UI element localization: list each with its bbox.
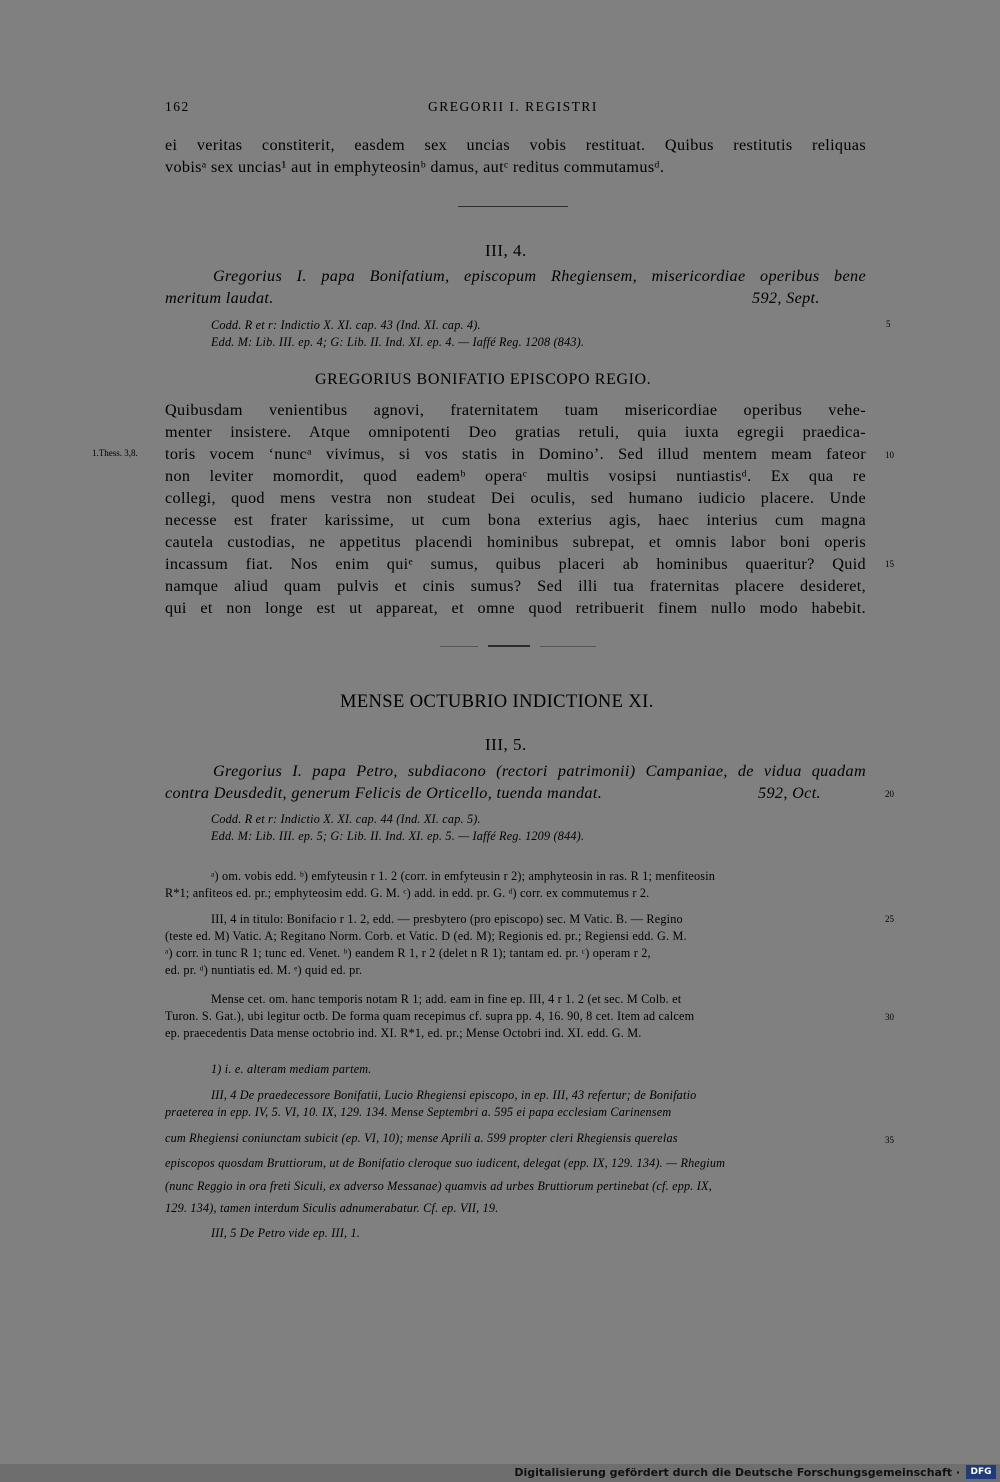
letter-addressee: GREGORIUS BONIFATIO EPISCOPO REGIO.: [315, 371, 652, 388]
ornament-rule: [458, 206, 568, 207]
note-line: cum Rhegiensi coniunctam subicit (ep. VI, 10); mense Aprili a. 599 propter cleri Rhegiensis querelas: [165, 1131, 678, 1145]
letter-body-line-3: toris vocem ‘nuncᵃ vivimus, si vos statis in Domino’. Sed illud mentem meam fateor: [165, 445, 866, 463]
line-number-10: 10: [885, 450, 894, 460]
letter-summary-line-2: contra Deusdedit, generum Felicis de Orticello, tuenda mandat.: [165, 784, 603, 802]
note-line: episcopos quosdam Bruttiorum, ut de Bonifatio cleroque suo iudicent, delegat (epp. IX, 129. 134). — Rhegium: [165, 1156, 726, 1170]
letter-summary-line-1: Gregorius I. papa Petro, subdiacono (rectori patrimonii) Campaniae, de vidua quadam: [213, 762, 866, 780]
intro-line-1: ei veritas constiterit, easdem sex uncias vobis restituat. Quibus restitutis reliquas: [165, 136, 866, 154]
dfg-logo-icon: DFG: [966, 1465, 996, 1479]
note-line: 1) i. e. alteram mediam partem.: [211, 1062, 372, 1076]
letter-summary-line-2: meritum laudat.: [165, 289, 274, 307]
line-number-15: 15: [885, 559, 894, 569]
footer-credit: Digitalisierung gefördert durch die Deutsche Forschungsgemeinschaft ·: [514, 1466, 960, 1479]
line-number-5: 5: [886, 319, 891, 329]
apparatus-line: ᵃ) om. vobis edd. ᵇ) emfyteusin r 1. 2 (corr. in emfyteusin r 2); amphyteosin in ras. R 1; menfiteosin: [211, 869, 716, 883]
letter-body-line-10: qui et non longe est ut appareat, et omne quod retribuerit finem nullo modo habebit.: [165, 599, 866, 617]
note-line: III, 4 De praedecessore Bonifatii, Lucio Rhegiensi episcopo, in ep. III, 43 refertur; de Bonifatio: [211, 1088, 697, 1102]
line-number-25: 25: [885, 914, 894, 924]
letter-edd: Edd. M: Lib. III. ep. 4; G: Lib. II. Ind. XI. ep. 4. — Iaffé Reg. 1208 (843).: [211, 335, 585, 349]
note-line: III, 5 De Petro vide ep. III, 1.: [211, 1226, 361, 1240]
intro-line-2: vobisᵃ sex uncias¹ aut in emphyteosinᵇ damus, autᶜ reditus commutamusᵈ.: [165, 158, 665, 176]
apparatus-line: R*1; anfiteos ed. pr.; emphyteosim edd. G. M. ᶜ) add. in edd. pr. G. ᵈ) corr. ex commutemus r 2.: [165, 886, 650, 900]
letter-body-line-4: non leviter momordit, quod eademᵇ operaᶜ multis vosipsi nuntiastisᵈ. Ex qua re: [165, 467, 866, 485]
month-heading: MENSE OCTUBRIO INDICTIONE XI.: [340, 692, 654, 712]
apparatus-line: ed. pr. ᵈ) nuntiatis ed. M. ᵉ) quid ed. pr.: [165, 963, 363, 977]
letter-body-line-1: Quibusdam venientibus agnovi, fraternitatem tuam misericordiae operibus vehe-: [165, 401, 866, 419]
apparatus-line: III, 4 in titulo: Bonifacio r 1. 2, edd. — presbytero (pro episcopo) sec. M Vatic. B. — Regino: [211, 912, 683, 926]
letter-id: III, 4.: [485, 241, 527, 260]
letter-body-line-2: menter insistere. Atque omnipotenti Deo gratias retuli, quia iuxta egregii praedica-: [165, 423, 866, 441]
note-line: praeterea in epp. IV, 5. VI, 10. IX, 129. 134. Mense Septembri a. 595 ei papa ecclesiam Carinensem: [165, 1105, 672, 1119]
apparatus-line: ep. praecedentis Data mense octobrio ind. XI. R*1, ed. pr.; Mense Octobri ind. XI. edd. G. M.: [165, 1026, 642, 1040]
letter-edd: Edd. M: Lib. III. ep. 5; G: Lib. II. Ind. XI. ep. 5. — Iaffé Reg. 1209 (844).: [211, 829, 585, 843]
letter-body-line-9: namque aliud quam pulvis et cinis sumus? Sed illi tua fraternitas placere desideret,: [165, 577, 866, 595]
note-line: 129. 134), tamen interdum Siculis adnumerabatur. Cf. ep. VII, 19.: [165, 1201, 499, 1215]
line-number-20: 20: [885, 789, 894, 799]
letter-date: 592, Sept.: [752, 289, 820, 307]
ornament-rule: [540, 646, 596, 647]
apparatus-line: (teste ed. M) Vatic. A; Regitano Norm. Corb. et Vatic. D (ed. M); Regionis ed. pr.; Regiensi edd. G. M.: [165, 929, 687, 943]
letter-body-line-8: incassum fiat. Nos enim quiᵉ sumus, quibus placeri ab hominibus quaeritur? Quid: [165, 555, 866, 573]
page-number: 162: [165, 99, 190, 114]
letter-summary-line-1: Gregorius I. papa Bonifatium, episcopum Rhegiensem, misericordiae operibus bene: [213, 267, 866, 285]
apparatus-line: Mense cet. om. hanc temporis notam R 1; add. eam in fine ep. III, 4 r 1. 2 (et sec. M Colb. et: [211, 992, 682, 1006]
letter-codd: Codd. R et r: Indictio X. XI. cap. 44 (Ind. XI. cap. 5).: [211, 812, 481, 826]
note-line: (nunc Reggio in ora freti Siculi, ex adverso Messanae) quamvis ad urbes Bruttiorum pertinebat (cf. epp. IX,: [165, 1179, 712, 1193]
letter-body-line-7: cautela custodias, ne appetitus placendi hominibus subrepat, et omnis labor boni operis: [165, 533, 866, 551]
ornament-rule: [488, 645, 530, 647]
letter-codd: Codd. R et r: Indictio X. XI. cap. 43 (Ind. XI. cap. 4).: [211, 318, 481, 332]
running-title: GREGORII I. REGISTRI: [428, 99, 598, 114]
letter-date: 592, Oct.: [758, 784, 821, 802]
line-number-35: 35: [885, 1135, 894, 1145]
line-number-30: 30: [885, 1012, 894, 1022]
apparatus-line: ᵃ) corr. in tunc R 1; tunc ed. Venet. ᵇ) eandem R 1, r 2 (delet n R 1); tantam ed. pr. ᶜ) operam r 2,: [165, 946, 651, 960]
letter-body-line-6: necesse est frater karissime, ut cum bona exterius agis, haec interius cum magna: [165, 511, 866, 529]
ornament-rule: [440, 646, 478, 647]
letter-id: III, 5.: [485, 735, 527, 754]
letter-body-line-5: collegi, quod mens vestra non studeat Dei oculis, sed humano iudicio placere. Unde: [165, 489, 866, 507]
margin-reference: 1.Thess. 3,8.: [92, 448, 138, 458]
apparatus-line: Turon. S. Gat.), ubi legitur octb. De forma quam recepimus cf. supra pp. 4, 16. 90, 8 cet. Item ad calcem: [165, 1009, 695, 1023]
